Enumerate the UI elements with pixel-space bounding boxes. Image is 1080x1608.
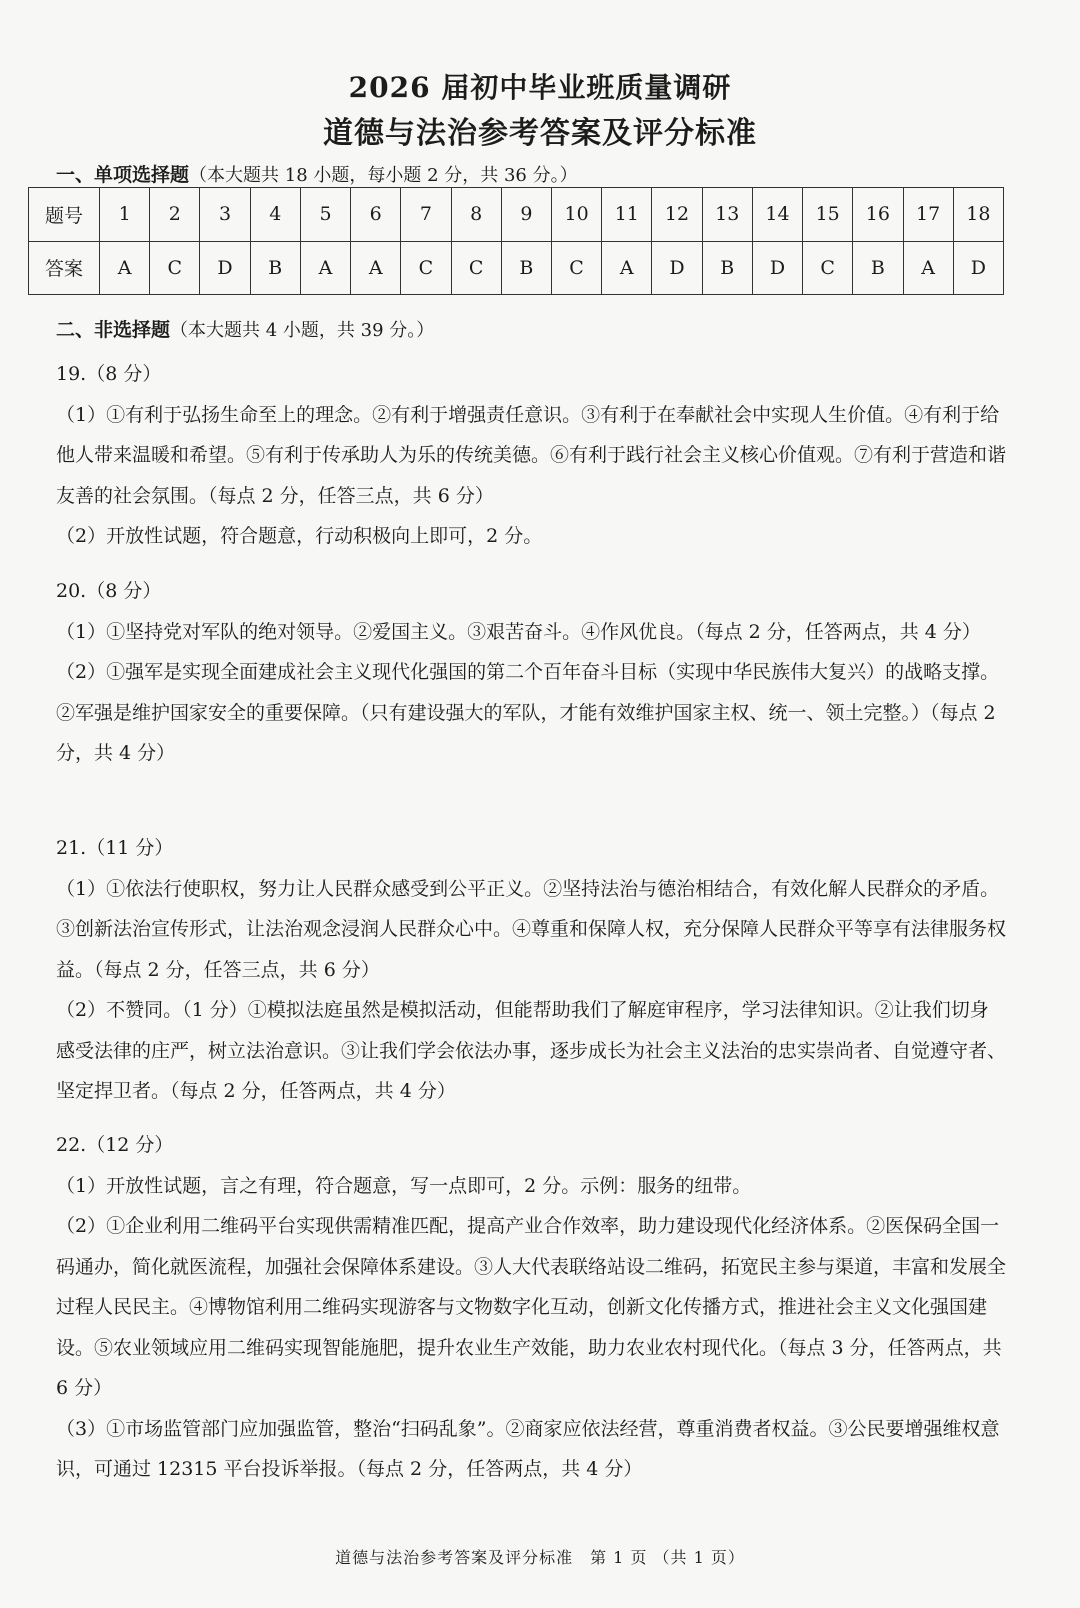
question-21-part-1: （1）①依法行使职权，努力让人民群众感受到公平正义。②坚持法治与德治相结合，有效化解人民群众的矛盾。③创新法治宣传形式，让法治观念浸润人民群众心中。④尊重和保障人权，充分保障人民群众平等享有法律服务权益。（每点 2 分，任答三点，共 6 分） (56, 877, 1007, 981)
number-row-label: 题号 (29, 188, 100, 242)
question-number-cell: 10 (551, 188, 601, 242)
question-19 (56, 354, 1006, 557)
question-21-part-2: （2）不赞同。（1 分）①模拟法庭虽然是模拟活动，但能帮助我们了解庭审程序，学习法律知识。②让我们切身感受法律的庄严，树立法治意识。③让我们学会依法办事，逐步成长为社会主义法治的忠实崇尚者、自觉遵守者、坚定捍卫者。（每点 2 分，任答两点，共 4 分） (56, 999, 1007, 1102)
number-row (29, 188, 1004, 242)
question-number-cell: 12 (652, 188, 702, 242)
question-number-cell: 14 (752, 188, 802, 242)
question-22-part-2: （2）①企业利用二维码平台实现供需精准匹配，提高产业合作效率，助力建设现代化经济体系。②医保码全国一码通办，简化就医流程，加强社会保障体系建设。③人大代表联络站设二维码，拓宽民主参与渠道，丰富和发展全过程人民民主。④博物馆利用二维码实现游客与文物数字化互动，创新文化传播方式，推进社会主义文化强国建设。⑤农业领域应用二维码实现智能施肥，提升农业生产效能，助力农业农村现代化。（每点 3 分，任答两点，共 6 分） (56, 1215, 1007, 1399)
question-number-cell: 11 (602, 188, 652, 242)
question-number-cell: 4 (250, 188, 300, 242)
answer-table (28, 187, 1004, 295)
answer-cell: A (602, 241, 652, 295)
answer-cell: C (551, 241, 601, 295)
question-22 (56, 1125, 1006, 1490)
question-19-part-1: （1）①有利于弘扬生命至上的理念。②有利于增强责任意识。③有利于在奉献社会中实现人生价值。④有利于给他人带来温暖和希望。⑤有利于传承助人为乐的传统美德。⑥有利于践行社会主义核心价值观。⑦有利于营造和谐友善的社会氛围。（每点 2 分，任答三点，共 6 分） (56, 403, 1007, 507)
section1-note: （本大题共 18 小题，每小题 2 分，共 36 分。） (189, 165, 578, 186)
answer-cell: D (953, 241, 1003, 295)
question-22-part-3: （3）①市场监管部门应加强监管，整治“扫码乱象”。②商家应依法经营，尊重消费者权益。③公民要增强维权意识，可通过 12315 平台投诉举报。（每点 2 分，任答两点，共 4 分） (56, 1417, 1000, 1480)
section2-note: （本大题共 4 小题，共 39 分。） (170, 320, 435, 341)
question-19-part-2: （2）开放性试题，符合题意，行动积极向上即可，2 分。 (56, 525, 543, 547)
question-number-cell: 16 (853, 188, 903, 242)
question-20-heading: 20.（8 分） (56, 580, 162, 602)
question-number-cell: 5 (300, 188, 350, 242)
question-22-part-1: （1）开放性试题，言之有理，符合题意，写一点即可，2 分。示例：服务的纽带。 (56, 1174, 752, 1197)
question-number-cell: 8 (451, 188, 501, 242)
answer-row-label: 答案 (29, 241, 100, 295)
page-footer: 道德与法治参考答案及评分标准 第 1 页 （共 1 页） (335, 1548, 745, 1567)
question-number-cell: 2 (150, 188, 200, 242)
question-number-cell: 6 (351, 188, 401, 242)
question-number-cell: 3 (200, 188, 250, 242)
question-21-heading: 21.（11 分） (56, 837, 174, 859)
answer-cell: B (250, 241, 300, 295)
question-number-cell: 17 (903, 188, 953, 242)
answer-row (29, 241, 1004, 295)
section2-title: 二、非选择题 (56, 319, 171, 341)
question-number-cell: 1 (100, 188, 150, 242)
answer-cell: A (100, 241, 150, 295)
answer-cell: D (752, 241, 802, 295)
question-20 (56, 571, 1006, 774)
page-title: 2026 届初中毕业班质量调研 (348, 71, 732, 104)
question-21 (56, 828, 1006, 1112)
question-20-part-2: （2）①强军是实现全面建成社会主义现代化强国的第二个百年奋斗目标（实现中华民族伟大复兴）的战略支撑。②军强是维护国家安全的重要保障。（只有建设强大的军队，才能有效维护国家主权、统一、领土完整。）（每点 2 分，共 4 分） (56, 661, 1000, 764)
answer-cell: C (401, 241, 451, 295)
answer-cell: C (803, 241, 853, 295)
answer-cell: D (200, 241, 250, 295)
answer-cell: B (702, 241, 752, 295)
question-20-part-1: （1）①坚持党对军队的绝对领导。②爱国主义。③艰苦奋斗。④作风优良。（每点 2 分，任答两点，共 4 分） (56, 620, 981, 643)
question-number-cell: 18 (953, 188, 1003, 242)
question-number-cell: 13 (702, 188, 752, 242)
page-subtitle: 道德与法治参考答案及评分标准 (323, 116, 757, 151)
question-number-cell: 9 (501, 188, 551, 242)
answer-cell: C (451, 241, 501, 295)
answer-cell: C (150, 241, 200, 295)
question-number-cell: 7 (401, 188, 451, 242)
answer-cell: A (903, 241, 953, 295)
answer-cell: B (501, 241, 551, 295)
section1-heading (56, 160, 578, 187)
answer-cell: B (853, 241, 903, 295)
answer-cell: A (351, 241, 401, 295)
question-number-cell: 15 (803, 188, 853, 242)
section1-title: 一、单项选择题 (56, 164, 190, 186)
question-22-heading: 22.（12 分） (56, 1134, 174, 1156)
question-19-heading: 19.（8 分） (56, 363, 162, 385)
answer-cell: A (300, 241, 350, 295)
answer-cell: D (652, 241, 702, 295)
section2-heading (56, 315, 434, 342)
